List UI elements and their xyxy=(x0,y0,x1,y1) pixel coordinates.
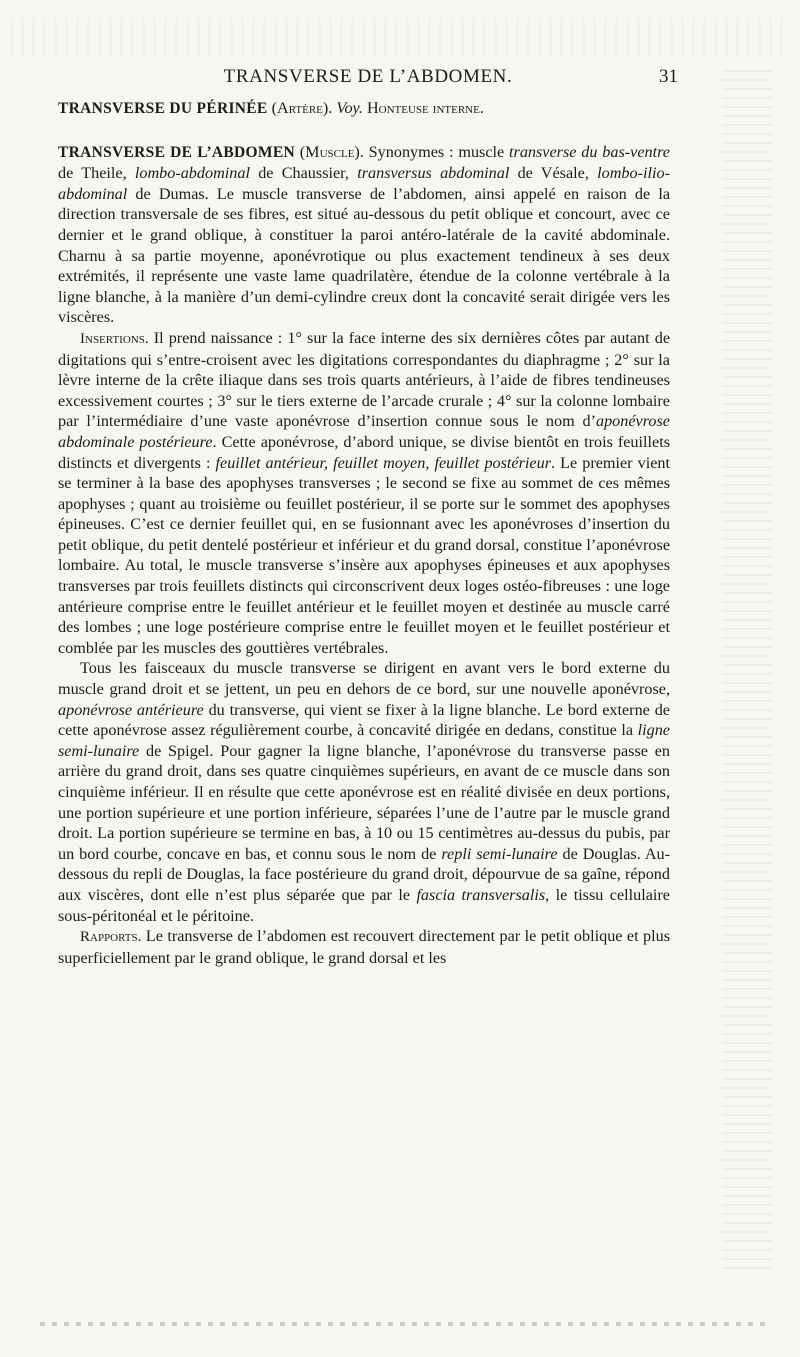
italic-term: ligne semi-lunaire xyxy=(58,721,670,760)
running-head xyxy=(58,66,678,94)
text-run: Il prend naissance : 1° sur la face interne des six dernières côtes par autant de digitations qui s’entre-croisent avec les digitations correspondantes du diaphragme ; 2° sur la lèvre interne de la crête iliaque dans ses trois quarts antérieurs, à l’aide de fibres tendineuses excessivement courtes ; 3° sur le tiers externe de l’arcade crurale ; 4° sur la colonne lombaire par l’intermédiaire d’une vaste aponévrose d’insertion connue sous le nom d’ xyxy=(58,328,670,431)
body-text xyxy=(58,98,670,968)
italic-term: aponévrose abdominale postérieure xyxy=(58,412,670,451)
italic-term: feuillet antérieur, feuillet moyen, feuillet postérieur xyxy=(215,453,551,472)
text-run: , le tissu cellulaire sous-péritonéal et le péritoine. xyxy=(58,885,670,925)
entry-type: (Artère). xyxy=(271,99,333,117)
running-head-title: TRANSVERSE DE L’ABDOMEN. xyxy=(223,66,513,87)
text-run: Synonymes : muscle xyxy=(363,142,510,161)
section-label-insertions: Insertions. xyxy=(80,330,149,347)
italic-term: transversus abdominal xyxy=(357,164,510,183)
text-run: de Spigel. Pour gagner la ligne blanche, l’aponévrose du transverse passe en arrière du grand droit, dans ses quatre cinquièmes supérieurs, en avant de ce muscle dans son cinquième inférieur. Il en résulte que cette aponévrose est en réalité divisée en deux portions, une portion supérieure et une portion inférieure, séparées l’une de l’autre par le muscle grand droit. La portion supérieure se termine en bas, à 10 ou 15 centimètres au-dessus du pubis, par un bord courbe, concave en bas, et connu sous le nom de xyxy=(58,741,670,863)
text-run: . Cette aponévrose, d’abord unique, se divise bientôt en trois feuillets distincts et divergents : xyxy=(58,432,670,472)
text-run: de Dumas. Le muscle transverse de l’abdomen, ainsi appelé en raison de la direction transversale de ses fibres, est situé au-dessous du petit oblique et concourt, avec ce dernier et le grand oblique, à constituer la paroi antéro-latérale de la cavité abdominale. Charnu à sa partie moyenne, aponévrotique ou plus exactement tendineux à ses deux extrémités, il représente une vaste lame quadrilatère, étendue de la colonne vertébrale à la ligne blanche, à la manière d’un demi-cylindre creux dont la concavité serait dirigée vers les viscères. xyxy=(58,184,670,327)
entry-type: (Muscle). xyxy=(299,142,364,161)
italic-term: aponévrose antérieure xyxy=(58,700,204,719)
text-run: de Douglas. Au-dessous du repli de Douglas, la face postérieure du grand droit, dépourvue de sa gaîne, répond aux viscères, dont elle n’est plus séparée que par le xyxy=(58,844,670,904)
text-run: du transverse, qui vient se fixer à la ligne blanche. Le bord externe de cette aponévrose assez régulièrement courbe, à concavité dirigée en dedans, constitue la xyxy=(58,700,670,740)
page-number: 31 xyxy=(659,66,678,87)
paragraph-faisceaux xyxy=(58,658,670,926)
text-run: . Le premier vient se terminer à la base des apophyses transverses ; le second se fixe au sommet de ces mêmes apophyses ; quant au troisième ou feuillet postérieur, il se porte sur le sommet des apophyses épineuses. C’est ce dernier feuillet qui, en se fusionnant avec les aponévroses d’insertion du petit oblique, du petit dentelé postérieur et inférieur et du grand dorsal, constitue l’aponévrose lombaire. Au total, le muscle transverse s’insère aux apophyses épineuses et aux apophyses transverses par trois feuillets distincts qui circonscrivent deux loges ostéo-fibreuses : une loge antérieure comprise entre le feuillet antérieur et le feuillet moyen et destinée au muscle carré des lombes ; une loge postérieure comprise entre le feuillet moyen et le feuillet postérieur et comblée par les muscles des gouttières vertébrales. xyxy=(58,453,670,657)
paragraph-insertions xyxy=(58,328,670,659)
italic-term: lombo-abdominal xyxy=(134,164,250,183)
entry-headword: TRANSVERSE DU PÉRINÉE xyxy=(58,100,268,117)
italic-term: fascia transversalis xyxy=(416,885,546,904)
cross-reference: Honteuse interne. xyxy=(366,99,484,117)
italic-term: transverse du bas-ventre xyxy=(509,142,670,161)
paragraph-rapports xyxy=(58,926,670,968)
text-run: Le transverse de l’abdomen est recouvert directement par le petit oblique et plus superficiellement par le grand oblique, le grand dorsal et les xyxy=(58,927,670,967)
text-run: Tous les faisceaux du muscle transverse se dirigent en avant vers le bord externe du muscle grand droit et se jettent, un peu en dehors de ce bord, sur une nouvelle aponévrose, xyxy=(58,659,670,699)
text-run: de Chaussier, xyxy=(249,164,358,183)
text-run: de Theile, xyxy=(58,164,135,183)
scan-noise-top xyxy=(10,18,790,58)
entry-transverse-abdomen xyxy=(58,142,670,328)
entry-transverse-perinee xyxy=(58,98,670,120)
voy-label: Voy. xyxy=(336,99,363,117)
scan-noise-bottom xyxy=(40,1322,770,1326)
italic-term: lombo-ilio-abdominal xyxy=(58,164,670,203)
scan-noise-margin xyxy=(722,70,772,1270)
entry-headword: TRANSVERSE DE L’ABDOMEN xyxy=(58,143,295,161)
text-run: de Vésale, xyxy=(509,164,598,183)
italic-term: repli semi-lunaire xyxy=(441,844,558,863)
section-label-rapports: Rapports. xyxy=(80,929,142,946)
